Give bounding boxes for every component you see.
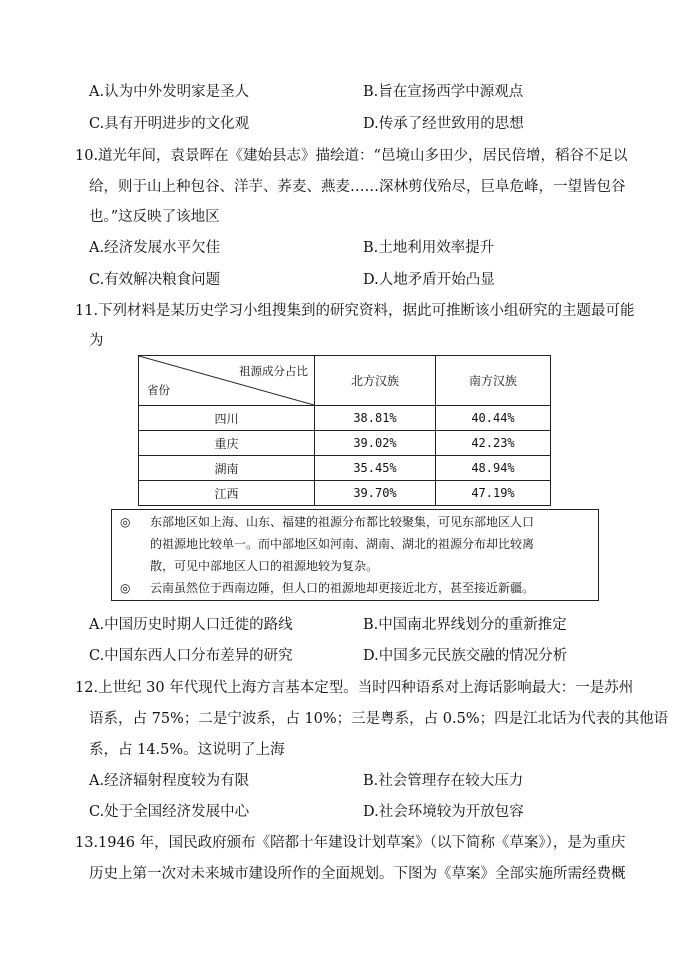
q13-stem-line-1: 13.1946 年，国民政府颁布《陪都十年建设计划草案》（以下简称《草案》），是为重庆 bbox=[75, 835, 626, 851]
q10-stem-line-1: 10.道光年间，袁景晖在《建始县志》描绘道：“邑境山多田少，居民倍增，稻谷不足以 bbox=[75, 148, 628, 164]
table-row bbox=[139, 456, 551, 481]
q12-option-a: A.经济辐射程度较为有限 bbox=[89, 773, 250, 789]
corner-header-top: 祖源成分占比 bbox=[239, 364, 308, 378]
q10-option-d: D.人地矛盾开始凸显 bbox=[363, 272, 495, 288]
q12-stem-line-1: 12.上世纪 30 年代现代上海方言基本定型。当时四种语系对上海话影响最大：一是苏州 bbox=[75, 680, 634, 696]
q9-option-a: A.认为中外发明家是圣人 bbox=[89, 84, 250, 100]
q10-option-a: A.经济发展水平欠佳 bbox=[89, 240, 221, 256]
note-line-2: 的祖源地比较单一。而中部地区如河南、湖南、湖北的祖源分布却比较离 bbox=[150, 537, 535, 551]
province-cell: 江西 bbox=[139, 481, 315, 506]
q13-stem-line-2: 历史上第一次对未来城市建设所作的全面规划。下图为《草案》全部实施所需经费概 bbox=[89, 866, 626, 882]
bullet-icon: ◎ bbox=[120, 515, 131, 529]
province-cell: 重庆 bbox=[139, 431, 315, 456]
north-value-cell: 39.02% bbox=[315, 431, 436, 456]
south-value-cell: 40.44% bbox=[436, 406, 551, 431]
corner-header-bottom: 省份 bbox=[147, 383, 170, 397]
ancestry-table bbox=[138, 355, 551, 506]
q11-option-b: B.中国南北界线划分的重新推定 bbox=[363, 617, 567, 633]
south-value-cell: 42.23% bbox=[436, 431, 551, 456]
q10-option-c: C.有效解决粮食问题 bbox=[89, 272, 221, 288]
q11-stem-line-2: 为 bbox=[89, 333, 104, 349]
province-cell: 四川 bbox=[139, 406, 315, 431]
column-header-north: 北方汉族 bbox=[315, 356, 436, 406]
q12-stem-line-3: 系，占 14.5%。这说明了上海 bbox=[89, 742, 285, 758]
q11-option-a: A.中国历史时期人口迁徙的路线 bbox=[89, 617, 293, 633]
bullet-icon: ◎ bbox=[120, 581, 131, 595]
north-value-cell: 38.81% bbox=[315, 406, 436, 431]
q11-option-d: D.中国多元民族交融的情况分析 bbox=[363, 648, 568, 664]
note-line-1: 东部地区如上海、山东、福建的祖源分布都比较聚集，可见东部地区人口 bbox=[150, 515, 535, 529]
north-value-cell: 35.45% bbox=[315, 456, 436, 481]
table-row bbox=[139, 431, 551, 456]
q12-stem-line-2: 语系，占 75%；二是宁波系，占 10%；三是粤系，占 0.5%；四是江北话为代表的其他语 bbox=[89, 711, 669, 727]
south-value-cell: 48.94% bbox=[436, 456, 551, 481]
table-corner-cell bbox=[139, 356, 315, 406]
q12-option-d: D.社会环境较为开放包容 bbox=[363, 804, 524, 820]
q10-stem-line-2: 给，则于山上种包谷、洋芋、荞麦、燕麦……深林剪伐殆尽，巨阜危峰，一望皆包谷 bbox=[89, 179, 626, 195]
q12-option-b: B.社会管理存在较大压力 bbox=[363, 773, 524, 789]
q9-option-b: B.旨在宣扬西学中源观点 bbox=[363, 84, 524, 100]
q12-option-c: C.处于全国经济发展中心 bbox=[89, 804, 250, 820]
north-value-cell: 39.70% bbox=[315, 481, 436, 506]
q9-option-d: D.传承了经世致用的思想 bbox=[363, 116, 524, 132]
note-line-3: 散，可见中部地区人口的祖源地较为复杂。 bbox=[150, 559, 379, 573]
table-row bbox=[139, 481, 551, 506]
q10-stem-line-3: 也。”这反映了该地区 bbox=[89, 209, 220, 225]
column-header-south: 南方汉族 bbox=[436, 356, 551, 406]
q10-option-b: B.土地利用效率提升 bbox=[363, 240, 495, 256]
note-line-4: 云南虽然位于西南边陲，但人口的祖源地却更接近北方，甚至接近新疆。 bbox=[150, 581, 535, 595]
q11-option-c: C.中国东西人口分布差异的研究 bbox=[89, 648, 293, 664]
q11-stem-line-1: 11.下列材料是某历史学习小组搜集到的研究资料，据此可推断该小组研究的主题最可能 bbox=[75, 303, 635, 319]
province-cell: 湖南 bbox=[139, 456, 315, 481]
q9-option-c: C.具有开明进步的文化观 bbox=[89, 116, 250, 132]
table-row bbox=[139, 406, 551, 431]
material-note-box bbox=[111, 509, 599, 601]
south-value-cell: 47.19% bbox=[436, 481, 551, 506]
